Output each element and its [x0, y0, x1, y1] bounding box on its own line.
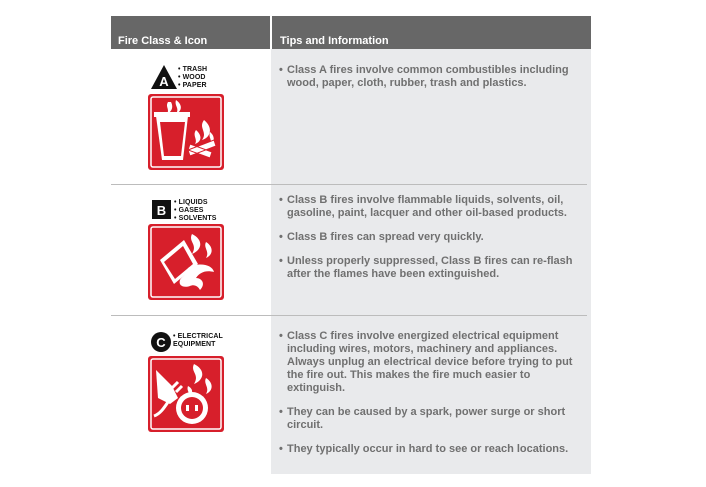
tag-item: • LIQUIDS — [174, 199, 217, 207]
tip-item: • Class A fires involve common combustibles including wood, paper, cloth, rubber, trash and plastics. — [279, 64, 584, 90]
tag-item: • GASES — [174, 207, 217, 215]
tip-item: • Class B fires can spread very quickly. — [279, 231, 584, 244]
class-c-tag-list — [173, 333, 233, 349]
class-a-tag-list — [178, 66, 207, 90]
tag-item: • SOLVENTS — [174, 215, 217, 223]
tip-item: • Class B fires involve flammable liquids, solvents, oil, gasoline, paint, lacquer and other oil-based products. — [279, 194, 584, 220]
tip-item: • They typically occur in hard to see or reach locations. — [279, 443, 584, 456]
column-header-tips: Tips and Information — [280, 35, 389, 47]
trash-can-fire-icon — [148, 94, 224, 170]
tip-item: • They can be caused by a spark, power surge or short circuit. — [279, 406, 584, 432]
tag-item: • ELECTRICAL EQUIPMENT — [173, 333, 233, 349]
svg-text:B: B — [156, 203, 167, 218]
class-a-tips — [279, 64, 584, 101]
svg-text:A: A — [159, 74, 169, 89]
class-a-triangle-icon — [150, 64, 178, 90]
class-c-tips — [279, 330, 584, 467]
tip-item: • Unless properly suppressed, Class B fires can re-flash after the flames have been extinguished. — [279, 255, 584, 281]
table-header — [111, 16, 591, 49]
row-divider — [111, 315, 587, 316]
row-divider — [111, 184, 587, 185]
class-b-label — [150, 198, 230, 220]
column-header-fire-class: Fire Class & Icon — [118, 35, 208, 47]
tag-item: • PAPER — [178, 82, 207, 90]
svg-text:C: C — [156, 335, 166, 350]
class-b-tag-list — [174, 199, 217, 223]
class-c-label — [150, 330, 230, 354]
tag-item: • WOOD — [178, 74, 207, 82]
electrical-plug-fire-icon — [148, 356, 224, 432]
class-c-circle-icon — [150, 330, 174, 354]
class-b-square-icon — [150, 198, 172, 220]
tip-item: • Class C fires involve energized electrical equipment including wires, motors, machinery and appliances. Always unplug an electrical device before trying to put the fire out. This makes the fire much easier to extinguish. — [279, 330, 584, 395]
class-a-label — [150, 64, 230, 90]
tag-item: • TRASH — [178, 66, 207, 74]
class-b-tips — [279, 194, 584, 292]
spilled-liquid-fire-icon — [148, 224, 224, 300]
